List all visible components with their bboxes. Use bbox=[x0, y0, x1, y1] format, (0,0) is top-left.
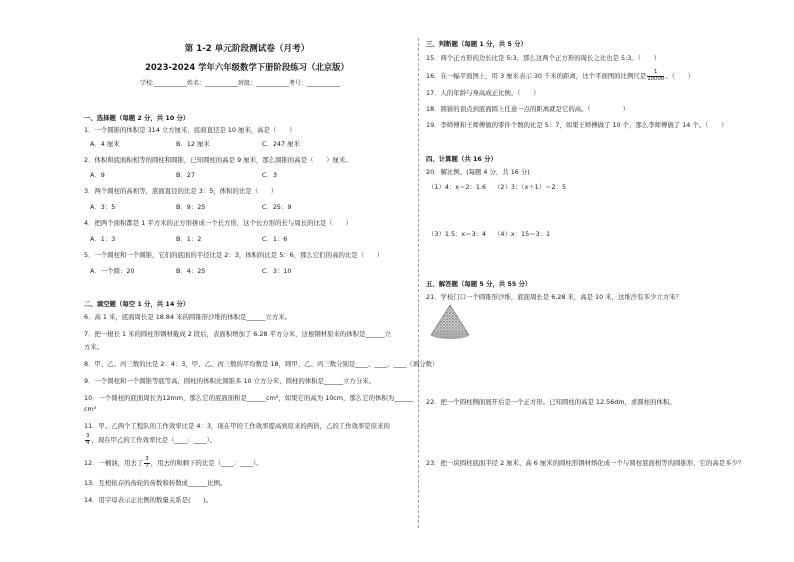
question-3-options bbox=[90, 203, 348, 211]
option-b: B．12 厘米 bbox=[176, 140, 210, 148]
equation-1: （1）4：x＝2：1.6 bbox=[428, 183, 487, 191]
column-divider bbox=[418, 38, 419, 528]
question-5: 5．一个圆柱和一个圆锥，它们的底面的半径比是 2：3，体积的比是 5：6，那么它们的高的比是（ ） bbox=[84, 251, 384, 259]
question-5-options bbox=[90, 267, 348, 275]
option-a: A．3：5 bbox=[90, 203, 116, 211]
section-solve-heading: 五、解答题（每题 5 分，共 55 分） bbox=[426, 280, 532, 288]
question-9: 9．一个圆柱和一个圆锥等底等高，圆柱的体积比圆锥多 10 立方分米，圆柱的体积是______立方分米。 bbox=[84, 377, 376, 385]
question-7-cont: 方米。 bbox=[84, 343, 104, 351]
fraction: $\frac{3}{7}$ bbox=[145, 456, 149, 469]
question-14: 14．用字母表示正比例的数量关系是( )。 bbox=[84, 496, 213, 504]
question-2-options bbox=[90, 171, 348, 179]
section-judge-heading: 三、判断题（每题 1 分，共 5 分） bbox=[426, 40, 527, 48]
option-a: A．一个圆：20 bbox=[90, 267, 135, 275]
question-13: 13．互相依存的齿轮的齿数和转数成______比例。 bbox=[84, 479, 227, 487]
section-calc-heading: 四、计算题（共 16 分） bbox=[426, 155, 497, 163]
option-c: C．247 厘米 bbox=[262, 140, 300, 148]
question-18: 18．圆锥的顶点到底面圆上任意一点的距离就是它的高。（ ） bbox=[426, 105, 630, 113]
question-8: 8．甲、乙、丙三数的比是 2：4：3，甲、乙、丙三数的平均数是 18，则甲、乙、丙三数分别是____、____、____（填分数） bbox=[84, 360, 439, 368]
question-1: 1．一个圆锥的体积是 314 立方厘米，底面直径是 10 厘米，高是（ ） bbox=[84, 126, 296, 134]
exam-subtitle: 2023-2024 学年六年级数学下册阶段练习（北京版） bbox=[145, 62, 349, 72]
question-23: 23．把一块圆柱底面半径 2 厘米、高 6 厘米的圆柱形钢材熔化成一个与圆柱底面相等的圆锥形，它的高是多少？ bbox=[426, 459, 745, 467]
option-c: C．1：6 bbox=[262, 235, 288, 243]
exam-title: 第 1-2 单元阶段测试卷（月考） bbox=[184, 44, 310, 54]
option-a: A．9 bbox=[90, 171, 105, 179]
option-c: C．25：9 bbox=[262, 203, 292, 211]
question-11: 11．甲、乙两个工程队的工作效率比是 4：3，现在甲的工作效率提高到原来的两倍，乙的工作效率是原来的 bbox=[84, 422, 390, 430]
question-7: 7．把一根长 1 米的圆柱形钢材截成 2 段后，表面积增加了 6.28 平方分米，这根钢材原来的体积是______立 bbox=[84, 330, 392, 338]
question-17: 17．人的年龄与身高成正比例。（ ） bbox=[426, 89, 540, 97]
equation-2: （2）3：（x＋1）＝2：5 bbox=[494, 183, 567, 191]
fraction: $\frac{1}{10000}$ bbox=[647, 69, 665, 82]
question-6: 6．高 1 米，底面周长是 18.84 米的圆锥形沙堆的体积是______立方米。 bbox=[84, 313, 292, 321]
option-b: B．27 bbox=[176, 171, 195, 179]
question-10: 10．一个圆柱的底面周长为12mm，那么它的底面面积是______cm²，如果它的高为 10cm，那么它的体积为______ bbox=[84, 394, 414, 402]
sand-pile-cone-icon bbox=[428, 303, 472, 343]
question-11-cont: $\frac{3}{4}$ ，现在甲乙的工作效率比是（____：____）。 bbox=[86, 433, 217, 446]
option-a: A．1：3 bbox=[90, 235, 116, 243]
fraction: $\frac{3}{4}$ bbox=[86, 433, 90, 446]
option-c: C．3 bbox=[262, 171, 277, 179]
question-16: 16．在一幅平面图上，用 3 厘米表示 30 千米的距离，这个平面图的比例尺是 $\frac{1}{10000}$ 。（ ） bbox=[426, 69, 695, 82]
question-15: 15．两个正方形的边长比是 5:3，那么这两个正方形的周长之比也是 5:3。（ ） bbox=[426, 54, 661, 62]
question-22: 22．把一个圆柱侧面展开后是一个正方形。已知圆柱的高是 12.56dm，求圆柱的体积。 bbox=[426, 398, 676, 406]
option-b: B．1：2 bbox=[176, 235, 202, 243]
equation-4: （4）x：15＝3：1 bbox=[494, 230, 551, 238]
question-21: 21．学校门口一个圆锥形沙堆，底面周长是 6.28 米，高是 10 米，这堆沙有多少立方米？ bbox=[426, 293, 682, 301]
equation-3: （3）1.5：x＝3：4 bbox=[428, 230, 487, 238]
question-3: 3．两个圆柱的高相等，底面直径的比是 3：5，体积的比是（ ） bbox=[84, 187, 278, 195]
question-19: 19．李师傅和王师傅做的零件个数的比是 5：7，如果王师傅做了 10 个，那么李师傅做了 14 个。（ ） bbox=[426, 121, 728, 129]
option-b: B．9：25 bbox=[176, 203, 206, 211]
option-b: B．4：25 bbox=[176, 267, 206, 275]
question-10-cont: cm³ bbox=[84, 405, 97, 413]
question-1-options bbox=[90, 140, 348, 148]
question-12: 12．一桶油，用去了 $\frac{3}{7}$ ，用去的和剩下的比是（____：____）。 bbox=[84, 456, 263, 469]
option-c: C．3：10 bbox=[262, 267, 292, 275]
option-a: A．4 厘米 bbox=[90, 140, 120, 148]
question-4-options bbox=[90, 235, 348, 243]
section-choice-heading: 一、选择题（每题 2 分，共 10 分） bbox=[84, 114, 190, 122]
student-info-line: 学校:___________姓名：___________班级：___________考号：___________ bbox=[140, 80, 341, 87]
question-4: 4．把两个面积都是 1 平方米的正方形拼成一个长方形，这个长方形的长与周长的比是（ ） bbox=[84, 219, 352, 227]
question-2: 2．体积和底面积相等的圆柱和圆锥，已知圆柱的高是 9 厘米，那么圆锥的高是（ ）厘米。 bbox=[84, 156, 352, 164]
question-20: 20．解比例。(每题 4 分，共 16 分) bbox=[426, 168, 530, 176]
section-fill-heading: 二、填空题（每空 1 分，共 14 分） bbox=[84, 300, 190, 308]
